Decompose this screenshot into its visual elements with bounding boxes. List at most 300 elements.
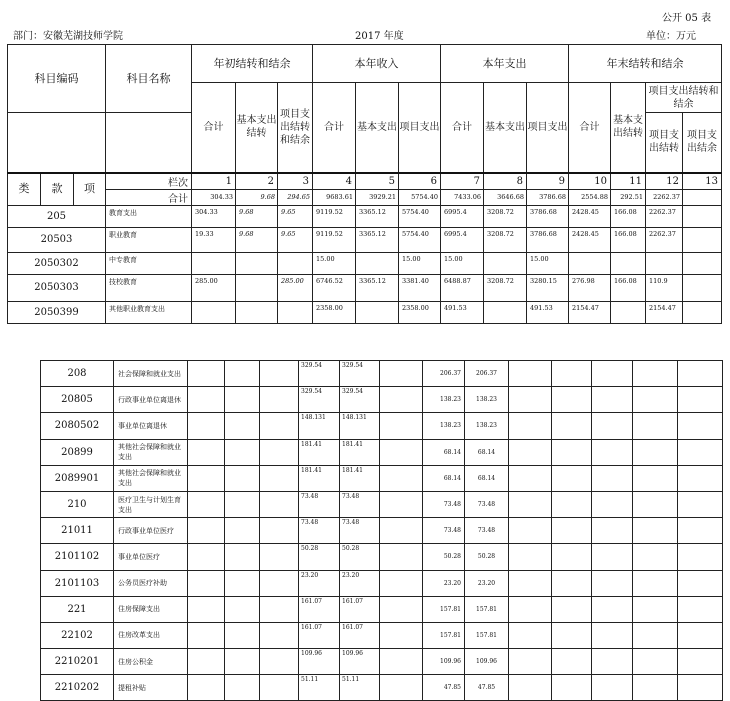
table-row — [41, 596, 723, 622]
subject-code: 2050399 — [8, 301, 106, 323]
empty-cell — [592, 622, 633, 648]
value-cell: 285.00 — [192, 274, 236, 301]
empty-cell — [380, 544, 423, 570]
value-cell: 68.14 — [423, 465, 465, 491]
value-cell: 47.85 — [465, 675, 509, 701]
value-cell: 491.53 — [441, 301, 484, 323]
empty-cell — [678, 361, 723, 387]
empty-cell — [225, 596, 260, 622]
value-cell: 3365.12 — [356, 227, 399, 252]
sub-total-end: 合计 — [569, 83, 611, 173]
value-cell: 161.07 — [340, 622, 380, 648]
total-cell: 292.51 — [611, 189, 646, 205]
empty-cell — [592, 675, 633, 701]
subject-name: 医疗卫生与计划生育支出 — [114, 491, 188, 517]
empty-cell — [592, 413, 633, 439]
empty-cell — [380, 675, 423, 701]
empty-cell — [552, 649, 592, 675]
header-year-income: 本年收入 — [313, 45, 441, 83]
currency-unit: 单位：万元 — [646, 31, 696, 42]
col-number: 3 — [278, 173, 313, 190]
col-number: 12 — [646, 173, 683, 190]
empty-cell — [225, 361, 260, 387]
budget-table-upper — [7, 44, 722, 324]
value-cell: 51.11 — [299, 675, 340, 701]
value-cell: 148.131 — [340, 413, 380, 439]
table-row — [41, 675, 723, 701]
value-cell: 19.33 — [192, 227, 236, 252]
subject-code: 208 — [41, 361, 114, 387]
empty-cell — [552, 596, 592, 622]
table-row — [41, 544, 723, 570]
value-cell: 109.96 — [299, 649, 340, 675]
col-number: 9 — [527, 173, 569, 190]
empty-cell — [260, 544, 299, 570]
empty-cell — [633, 570, 678, 596]
col-number: 11 — [611, 173, 646, 190]
table-row — [41, 518, 723, 544]
label-lanci: 栏次 — [106, 173, 192, 190]
empty-cell — [552, 465, 592, 491]
empty-cell — [260, 413, 299, 439]
total-cell: 3646.68 — [484, 189, 527, 205]
department-label: 部门：安徽芜湖技师学院 — [13, 31, 123, 42]
empty-cell — [592, 544, 633, 570]
value-cell: 2262.37 — [646, 205, 683, 227]
col-number: 8 — [484, 173, 527, 190]
value-cell: 2358.00 — [313, 301, 356, 323]
total-cell: 2554.88 — [569, 189, 611, 205]
value-cell: 73.48 — [465, 491, 509, 517]
table-row — [41, 491, 723, 517]
value-cell: 68.14 — [465, 439, 509, 465]
empty-cell — [678, 491, 723, 517]
empty-cell — [633, 491, 678, 517]
value-cell: 3208.72 — [484, 205, 527, 227]
total-cell: 5754.40 — [399, 189, 441, 205]
table-row — [8, 227, 722, 252]
value-cell — [356, 301, 399, 323]
empty-cell — [633, 361, 678, 387]
empty-cell — [633, 649, 678, 675]
value-cell: 206.37 — [423, 361, 465, 387]
blank-name-cell — [106, 113, 192, 173]
empty-cell — [552, 675, 592, 701]
empty-cell — [188, 675, 225, 701]
subject-code: 2210202 — [41, 675, 114, 701]
empty-cell — [225, 387, 260, 413]
value-cell: 2154.47 — [569, 301, 611, 323]
empty-cell — [509, 413, 552, 439]
empty-cell — [552, 570, 592, 596]
empty-cell — [678, 518, 723, 544]
value-cell: 161.07 — [299, 596, 340, 622]
value-cell: 3381.40 — [399, 274, 441, 301]
value-cell — [356, 252, 399, 274]
subject-code: 2080502 — [41, 413, 114, 439]
sub-proj-surplus-end: 项目支出结余 — [683, 113, 722, 173]
value-cell — [192, 301, 236, 323]
value-cell: 51.11 — [340, 675, 380, 701]
value-cell — [683, 205, 722, 227]
subject-name: 中专教育 — [106, 252, 192, 274]
col-number: 7 — [441, 173, 484, 190]
empty-cell — [380, 361, 423, 387]
value-cell: 2154.47 — [646, 301, 683, 323]
empty-cell — [225, 465, 260, 491]
value-cell — [611, 252, 646, 274]
empty-cell — [633, 518, 678, 544]
empty-cell — [592, 439, 633, 465]
value-cell: 329.54 — [299, 361, 340, 387]
empty-cell — [188, 413, 225, 439]
value-cell: 9119.52 — [313, 205, 356, 227]
label-xiang: 项 — [74, 173, 106, 206]
empty-cell — [592, 649, 633, 675]
sub-proj-expense: 项目支出 — [527, 83, 569, 173]
subject-name: 教育支出 — [106, 205, 192, 227]
subject-code: 20899 — [41, 439, 114, 465]
value-cell: 148.131 — [299, 413, 340, 439]
subject-name: 事业单位医疗 — [114, 544, 188, 570]
value-cell: 181.41 — [299, 465, 340, 491]
empty-cell — [552, 622, 592, 648]
total-cell: 9.68 — [236, 189, 278, 205]
value-cell: 6488.87 — [441, 274, 484, 301]
empty-cell — [552, 518, 592, 544]
empty-cell — [592, 518, 633, 544]
value-cell: 23.20 — [299, 570, 340, 596]
value-cell: 491.53 — [527, 301, 569, 323]
subject-code: 2101103 — [41, 570, 114, 596]
sub-basic-income: 基本支出 — [356, 83, 399, 173]
empty-cell — [260, 439, 299, 465]
header-begin-balance: 年初结转和结余 — [192, 45, 313, 83]
value-cell: 109.96 — [465, 649, 509, 675]
sub-basic-carry-end: 基本支出结转 — [611, 83, 646, 173]
subject-name: 其他职业教育支出 — [106, 301, 192, 323]
value-cell: 109.96 — [423, 649, 465, 675]
table-row — [8, 252, 722, 274]
value-cell: 50.28 — [299, 544, 340, 570]
subject-code: 210 — [41, 491, 114, 517]
empty-cell — [188, 596, 225, 622]
empty-cell — [225, 413, 260, 439]
value-cell — [683, 274, 722, 301]
value-cell: 304.33 — [192, 205, 236, 227]
empty-cell — [592, 570, 633, 596]
total-cell: 304.33 — [192, 189, 236, 205]
empty-cell — [509, 570, 552, 596]
value-cell: 50.28 — [423, 544, 465, 570]
empty-cell — [552, 491, 592, 517]
value-cell: 6995.4 — [441, 205, 484, 227]
value-cell: 329.54 — [340, 361, 380, 387]
table-row — [8, 205, 722, 227]
empty-cell — [592, 465, 633, 491]
empty-cell — [633, 439, 678, 465]
value-cell: 181.41 — [299, 439, 340, 465]
value-cell — [278, 301, 313, 323]
blank-code-cell — [8, 113, 106, 173]
table-row — [41, 413, 723, 439]
value-cell: 23.20 — [340, 570, 380, 596]
value-cell: 3365.12 — [356, 274, 399, 301]
subject-code: 221 — [41, 596, 114, 622]
value-cell: 15.00 — [313, 252, 356, 274]
subject-code: 20503 — [8, 227, 106, 252]
subject-code: 2101102 — [41, 544, 114, 570]
value-cell: 15.00 — [527, 252, 569, 274]
subject-code: 21011 — [41, 518, 114, 544]
value-cell: 50.28 — [465, 544, 509, 570]
value-cell: 9119.52 — [313, 227, 356, 252]
empty-cell — [225, 570, 260, 596]
empty-cell — [678, 439, 723, 465]
value-cell: 3786.68 — [527, 227, 569, 252]
empty-cell — [225, 439, 260, 465]
empty-cell — [678, 544, 723, 570]
value-cell: 138.23 — [465, 413, 509, 439]
value-cell — [278, 252, 313, 274]
empty-cell — [260, 649, 299, 675]
value-cell: 329.54 — [299, 387, 340, 413]
empty-cell — [509, 622, 552, 648]
header-end-balance: 年末结转和结余 — [569, 45, 722, 83]
empty-cell — [225, 491, 260, 517]
empty-cell — [188, 649, 225, 675]
value-cell: 157.81 — [423, 596, 465, 622]
subject-code: 2089901 — [41, 465, 114, 491]
value-cell: 181.41 — [340, 465, 380, 491]
empty-cell — [633, 675, 678, 701]
empty-cell — [188, 439, 225, 465]
value-cell: 9.65 — [278, 227, 313, 252]
fiscal-year: 2017 年度 — [355, 31, 404, 42]
value-cell: 73.48 — [465, 518, 509, 544]
total-cell: 3929.21 — [356, 189, 399, 205]
empty-cell — [509, 675, 552, 701]
empty-cell — [552, 439, 592, 465]
value-cell: 166.08 — [611, 274, 646, 301]
value-cell: 157.81 — [423, 622, 465, 648]
value-cell — [484, 301, 527, 323]
empty-cell — [509, 491, 552, 517]
empty-cell — [380, 491, 423, 517]
value-cell: 276.98 — [569, 274, 611, 301]
value-cell: 73.48 — [340, 491, 380, 517]
value-cell: 9.68 — [236, 205, 278, 227]
value-cell: 329.54 — [340, 387, 380, 413]
sub-basic-expense: 基本支出 — [484, 83, 527, 173]
empty-cell — [678, 413, 723, 439]
value-cell: 73.48 — [299, 518, 340, 544]
empty-cell — [188, 622, 225, 648]
empty-cell — [380, 439, 423, 465]
value-cell: 9.68 — [236, 227, 278, 252]
header-subject-name: 科目名称 — [106, 45, 192, 113]
sub-proj-group-end: 项目支出结转和结余 — [646, 83, 722, 113]
empty-cell — [380, 413, 423, 439]
empty-cell — [188, 361, 225, 387]
label-heji: 合计 — [106, 189, 192, 205]
value-cell: 23.20 — [423, 570, 465, 596]
value-cell: 138.23 — [423, 387, 465, 413]
budget-table-lower — [40, 360, 723, 701]
empty-cell — [678, 387, 723, 413]
sub-basic-carry-begin: 基本支出结转 — [236, 83, 278, 173]
subject-code: 2050302 — [8, 252, 106, 274]
value-cell: 2428.45 — [569, 205, 611, 227]
value-cell: 166.08 — [611, 205, 646, 227]
empty-cell — [633, 596, 678, 622]
table-row — [41, 622, 723, 648]
empty-cell — [552, 387, 592, 413]
value-cell: 73.48 — [299, 491, 340, 517]
value-cell — [236, 274, 278, 301]
value-cell: 161.07 — [299, 622, 340, 648]
value-cell: 3365.12 — [356, 205, 399, 227]
value-cell: 15.00 — [399, 252, 441, 274]
subject-name: 其他社会保障和就业支出 — [114, 465, 188, 491]
value-cell: 285.00 — [278, 274, 313, 301]
value-cell: 157.81 — [465, 596, 509, 622]
col-number: 1 — [192, 173, 236, 190]
value-cell: 15.00 — [441, 252, 484, 274]
empty-cell — [380, 649, 423, 675]
value-cell: 73.48 — [423, 518, 465, 544]
value-cell — [683, 301, 722, 323]
empty-cell — [225, 544, 260, 570]
total-cell: 2262.37 — [646, 189, 683, 205]
empty-cell — [678, 570, 723, 596]
subject-name: 行政事业单位离退休 — [114, 387, 188, 413]
sub-total-begin: 合计 — [192, 83, 236, 173]
value-cell: 157.81 — [465, 622, 509, 648]
empty-cell — [225, 675, 260, 701]
total-cell: 3786.68 — [527, 189, 569, 205]
empty-cell — [380, 622, 423, 648]
table-row — [8, 274, 722, 301]
empty-cell — [188, 570, 225, 596]
header-subject-code: 科目编码 — [8, 45, 106, 113]
empty-cell — [678, 465, 723, 491]
value-cell: 2262.37 — [646, 227, 683, 252]
value-cell: 3208.72 — [484, 274, 527, 301]
value-cell: 206.37 — [465, 361, 509, 387]
value-cell: 5754.40 — [399, 227, 441, 252]
subject-code: 22102 — [41, 622, 114, 648]
subject-code: 205 — [8, 205, 106, 227]
total-cell: 294.65 — [278, 189, 313, 205]
col-number: 10 — [569, 173, 611, 190]
empty-cell — [633, 465, 678, 491]
empty-cell — [260, 465, 299, 491]
subject-code: 2210201 — [41, 649, 114, 675]
value-cell — [192, 252, 236, 274]
value-cell: 181.41 — [340, 439, 380, 465]
table-row — [41, 361, 723, 387]
sub-proj-carry-end: 项目支出结转 — [646, 113, 683, 173]
table-row — [41, 570, 723, 596]
empty-cell — [260, 361, 299, 387]
empty-cell — [260, 570, 299, 596]
form-number: 公开 05 表 — [662, 13, 712, 24]
value-cell: 6995.4 — [441, 227, 484, 252]
empty-cell — [552, 544, 592, 570]
empty-cell — [225, 649, 260, 675]
col-number: 13 — [683, 173, 722, 190]
label-lei: 类 — [8, 173, 41, 206]
empty-cell — [678, 596, 723, 622]
value-cell: 50.28 — [340, 544, 380, 570]
empty-cell — [633, 387, 678, 413]
value-cell: 2428.45 — [569, 227, 611, 252]
empty-cell — [188, 465, 225, 491]
value-cell: 138.23 — [465, 387, 509, 413]
empty-cell — [380, 387, 423, 413]
value-cell — [484, 252, 527, 274]
empty-cell — [633, 413, 678, 439]
subject-name: 住房公积金 — [114, 649, 188, 675]
subject-name: 技校教育 — [106, 274, 192, 301]
empty-cell — [225, 622, 260, 648]
subject-name: 社会保障和就业支出 — [114, 361, 188, 387]
empty-cell — [260, 596, 299, 622]
empty-cell — [678, 622, 723, 648]
value-cell — [683, 252, 722, 274]
value-cell — [236, 301, 278, 323]
value-cell: 68.14 — [423, 439, 465, 465]
value-cell: 47.85 — [423, 675, 465, 701]
value-cell: 109.96 — [340, 649, 380, 675]
value-cell — [569, 252, 611, 274]
empty-cell — [678, 649, 723, 675]
empty-cell — [633, 622, 678, 648]
empty-cell — [509, 387, 552, 413]
subject-name: 提租补贴 — [114, 675, 188, 701]
empty-cell — [509, 544, 552, 570]
empty-cell — [509, 439, 552, 465]
value-cell: 3280.15 — [527, 274, 569, 301]
empty-cell — [509, 465, 552, 491]
empty-cell — [260, 518, 299, 544]
empty-cell — [678, 675, 723, 701]
subject-name: 住房改革支出 — [114, 622, 188, 648]
empty-cell — [380, 518, 423, 544]
total-cell: 9683.61 — [313, 189, 356, 205]
empty-cell — [225, 518, 260, 544]
subject-name: 职业教育 — [106, 227, 192, 252]
subject-name: 行政事业单位医疗 — [114, 518, 188, 544]
sub-total-expense: 合计 — [441, 83, 484, 173]
sub-proj-carry-begin: 项目支出结转和结余 — [278, 83, 313, 173]
empty-cell — [552, 413, 592, 439]
col-number: 6 — [399, 173, 441, 190]
col-number: 2 — [236, 173, 278, 190]
empty-cell — [380, 465, 423, 491]
subject-name: 公务员医疗补助 — [114, 570, 188, 596]
value-cell: 3208.72 — [484, 227, 527, 252]
table-row — [41, 387, 723, 413]
empty-cell — [509, 361, 552, 387]
value-cell: 110.9 — [646, 274, 683, 301]
value-cell: 166.08 — [611, 227, 646, 252]
value-cell: 9.65 — [278, 205, 313, 227]
empty-cell — [260, 491, 299, 517]
total-cell — [683, 189, 722, 205]
empty-cell — [260, 675, 299, 701]
